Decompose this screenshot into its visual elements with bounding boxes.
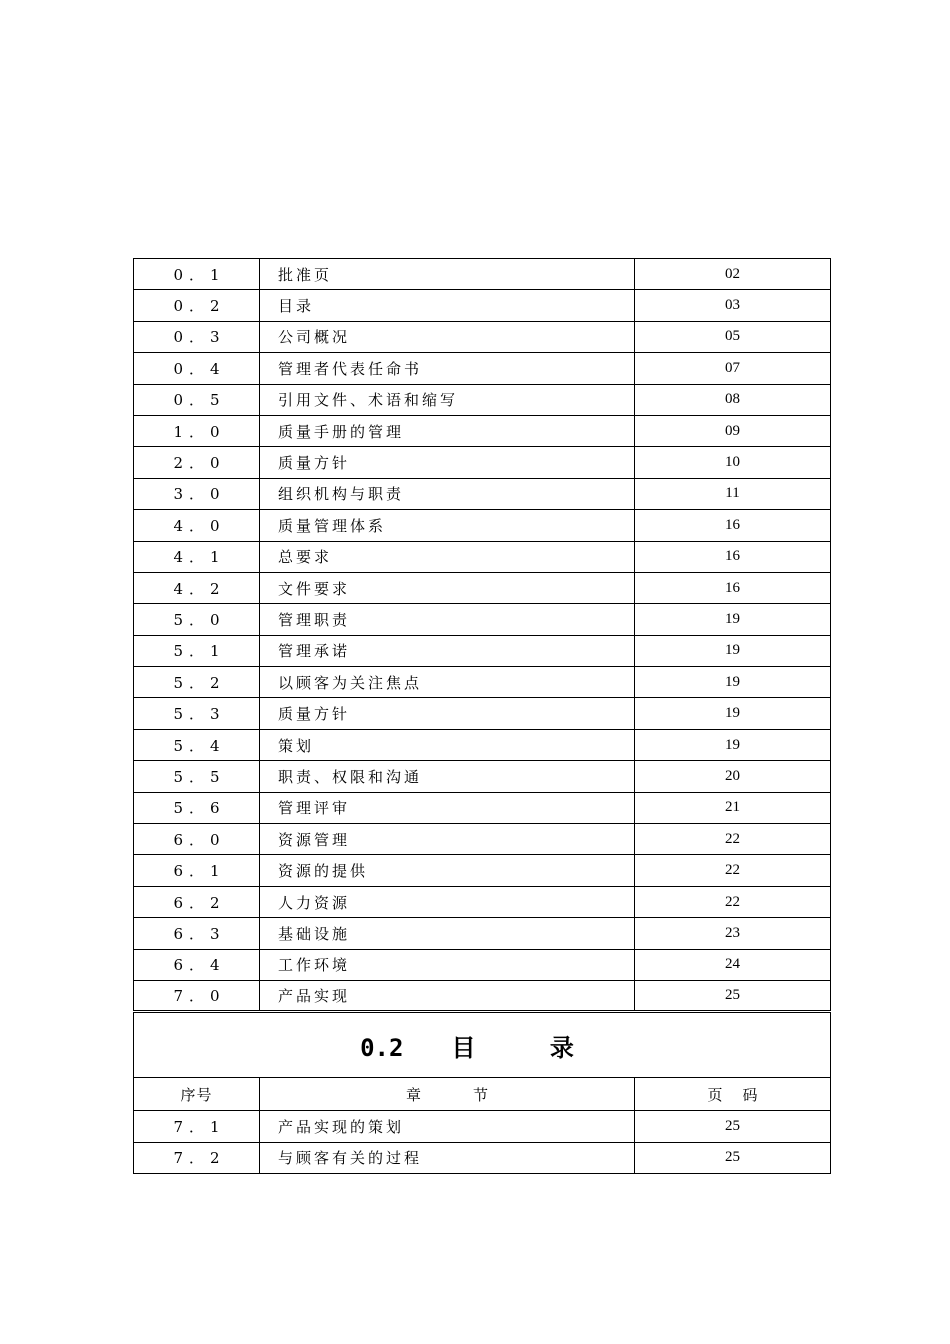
toc-row [134, 478, 831, 509]
toc-table [133, 258, 831, 1174]
toc-entry-number: 7．1 [134, 1111, 260, 1142]
toc-entry-number: 6．1 [134, 855, 260, 886]
toc-entry-page: 25 [635, 1111, 831, 1142]
toc-entry-number: 7．0 [134, 980, 260, 1011]
toc-entry-number: 6．0 [134, 824, 260, 855]
toc-entry-number: 5．0 [134, 604, 260, 635]
toc-entry-title: 以顾客为关注焦点 [260, 667, 635, 698]
toc-row [134, 1111, 831, 1142]
toc-row [134, 384, 831, 415]
toc-entry-number: 5．5 [134, 761, 260, 792]
toc-row [134, 918, 831, 949]
toc-entry-page: 03 [635, 290, 831, 321]
toc-row [134, 572, 831, 603]
toc-entry-title: 目录 [260, 290, 635, 321]
toc-row [134, 321, 831, 352]
toc-row [134, 415, 831, 446]
toc-entry-page: 25 [635, 980, 831, 1011]
toc-row [134, 729, 831, 760]
toc-entry-page: 22 [635, 824, 831, 855]
toc-row [134, 667, 831, 698]
toc-entry-title: 管理职责 [260, 604, 635, 635]
toc-row [134, 447, 831, 478]
toc-entry-number: 5．3 [134, 698, 260, 729]
toc-entry-page: 25 [635, 1142, 831, 1173]
toc-entry-page: 16 [635, 572, 831, 603]
toc-entry-title: 批准页 [260, 259, 635, 290]
toc-row [134, 353, 831, 384]
toc-row [134, 698, 831, 729]
toc-row [134, 290, 831, 321]
toc-row [134, 949, 831, 980]
toc-entry-page: 07 [635, 353, 831, 384]
toc-entry-title: 产品实现的策划 [260, 1111, 635, 1142]
toc-entry-page: 11 [635, 478, 831, 509]
toc-entry-page: 22 [635, 886, 831, 917]
toc-entry-number: 2．0 [134, 447, 260, 478]
toc-entry-title: 引用文件、术语和缩写 [260, 384, 635, 415]
toc-entry-page: 19 [635, 604, 831, 635]
toc-entry-title: 质量方针 [260, 447, 635, 478]
toc-entry-page: 19 [635, 635, 831, 666]
toc-entry-number: 0．5 [134, 384, 260, 415]
column-header-row [134, 1078, 831, 1111]
toc-entry-number: 4．1 [134, 541, 260, 572]
toc-body-top [134, 259, 831, 1012]
toc-row [134, 886, 831, 917]
toc-entry-number: 7．2 [134, 1142, 260, 1173]
toc-entry-number: 4．0 [134, 510, 260, 541]
section-heading [134, 1012, 831, 1078]
toc-entry-page: 05 [635, 321, 831, 352]
toc-entry-page: 08 [635, 384, 831, 415]
toc-entry-page: 20 [635, 761, 831, 792]
toc-entry-title: 职责、权限和沟通 [260, 761, 635, 792]
toc-entry-page: 10 [635, 447, 831, 478]
header-no: 序号 [134, 1078, 260, 1111]
toc-entry-page: 24 [635, 949, 831, 980]
toc-entry-title: 工作环境 [260, 949, 635, 980]
toc-entry-title: 资源管理 [260, 824, 635, 855]
toc-entry-title: 资源的提供 [260, 855, 635, 886]
toc-entry-title: 质量管理体系 [260, 510, 635, 541]
section-heading-number: 0.2 [360, 1033, 404, 1062]
toc-entry-page: 02 [635, 259, 831, 290]
toc-entry-title: 人力资源 [260, 886, 635, 917]
toc-row [134, 824, 831, 855]
toc-row [134, 761, 831, 792]
toc-row [134, 541, 831, 572]
toc-entry-page: 09 [635, 415, 831, 446]
toc-entry-title: 管理承诺 [260, 635, 635, 666]
section-heading-row [134, 1012, 831, 1078]
toc-entry-page: 22 [635, 855, 831, 886]
toc-row [134, 635, 831, 666]
header-page: 页码 [635, 1078, 831, 1111]
toc-entry-title: 产品实现 [260, 980, 635, 1011]
toc-row [134, 604, 831, 635]
toc-entry-number: 0．3 [134, 321, 260, 352]
toc-entry-title: 组织机构与职责 [260, 478, 635, 509]
toc-section-heading [134, 1012, 831, 1111]
toc-body-bottom [134, 1111, 831, 1174]
toc-entry-title: 文件要求 [260, 572, 635, 603]
toc-entry-number: 5．2 [134, 667, 260, 698]
toc-entry-number: 6．2 [134, 886, 260, 917]
toc-entry-number: 1．0 [134, 415, 260, 446]
toc-entry-page: 23 [635, 918, 831, 949]
toc-row [134, 792, 831, 823]
toc-entry-title: 质量手册的管理 [260, 415, 635, 446]
toc-entry-title: 与顾客有关的过程 [260, 1142, 635, 1173]
section-heading-title: 目 录 [451, 1033, 604, 1062]
toc-entry-title: 质量方针 [260, 698, 635, 729]
toc-entry-page: 16 [635, 541, 831, 572]
toc-entry-page: 19 [635, 698, 831, 729]
toc-entry-title: 公司概况 [260, 321, 635, 352]
toc-entry-number: 6．4 [134, 949, 260, 980]
toc-entry-number: 4．2 [134, 572, 260, 603]
toc-entry-number: 0．1 [134, 259, 260, 290]
toc-entry-title: 基础设施 [260, 918, 635, 949]
toc-entry-number: 5．6 [134, 792, 260, 823]
toc-entry-number: 3．0 [134, 478, 260, 509]
toc-entry-page: 19 [635, 667, 831, 698]
toc-entry-page: 19 [635, 729, 831, 760]
toc-entry-title: 管理者代表任命书 [260, 353, 635, 384]
toc-row [134, 1142, 831, 1173]
toc-row [134, 980, 831, 1011]
toc-entry-page: 21 [635, 792, 831, 823]
toc-row [134, 510, 831, 541]
toc-entry-title: 策划 [260, 729, 635, 760]
toc-entry-number: 0．4 [134, 353, 260, 384]
toc-entry-number: 6．3 [134, 918, 260, 949]
header-chapter: 章节 [260, 1078, 635, 1111]
toc-row [134, 855, 831, 886]
toc-entry-title: 总要求 [260, 541, 635, 572]
toc-entry-number: 5．1 [134, 635, 260, 666]
toc-entry-number: 0．2 [134, 290, 260, 321]
toc-entry-title: 管理评审 [260, 792, 635, 823]
toc-entry-number: 5．4 [134, 729, 260, 760]
toc-row [134, 259, 831, 290]
toc-entry-page: 16 [635, 510, 831, 541]
